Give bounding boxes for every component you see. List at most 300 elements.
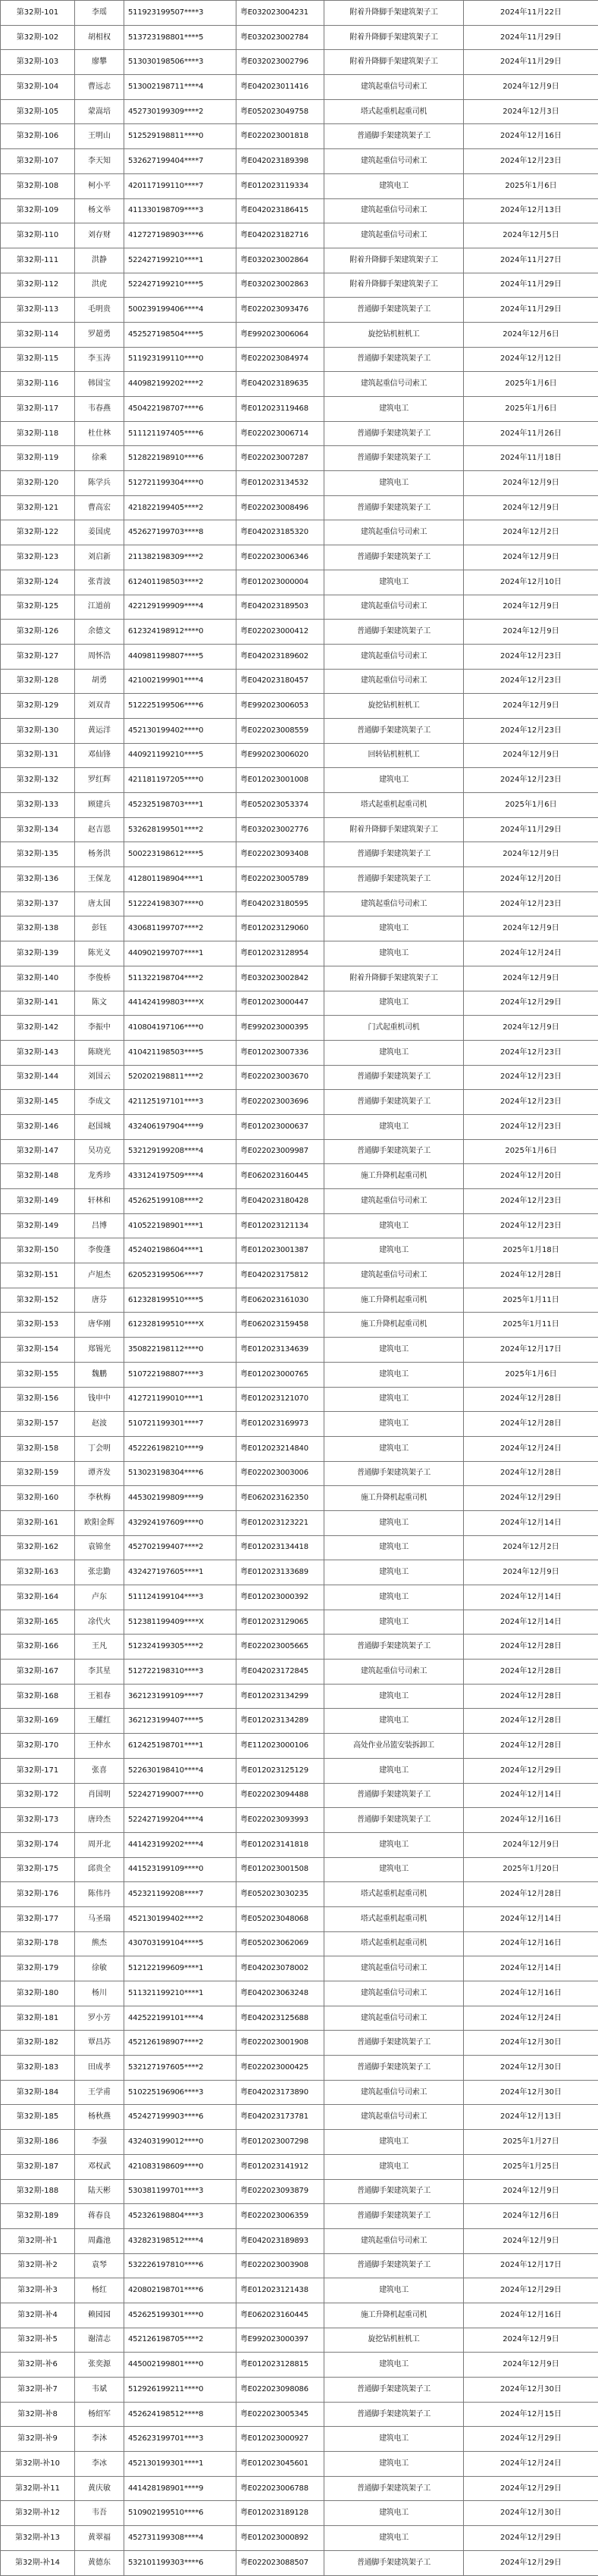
cell-job-type: 建筑电工 — [324, 1387, 464, 1412]
cell-id-number: 421822199405****2 — [124, 495, 236, 520]
cell-issue-date: 2025年1月20日 — [464, 1857, 598, 1882]
table-row — [1, 620, 598, 645]
cell-name: 陈学兵 — [75, 471, 124, 496]
cell-issue-date: 2024年12月29日 — [464, 2476, 598, 2501]
cell-id-number: 452730199309****2 — [124, 99, 236, 124]
cell-name: 张喜 — [75, 1758, 124, 1783]
cell-issue-date: 2024年12月9日 — [464, 743, 598, 768]
cell-issue-date: 2024年12月14日 — [464, 1610, 598, 1635]
table-row — [1, 867, 598, 892]
cell-job-type: 建筑电工 — [324, 471, 464, 496]
cell-name: 唐玲杰 — [75, 1808, 124, 1833]
cell-period: 第32期-119 — [1, 446, 75, 471]
cell-issue-date: 2024年12月9日 — [464, 1016, 598, 1041]
cell-period: 第32期-107 — [1, 149, 75, 174]
cell-cert-number: 粤E022023098086 — [236, 2378, 324, 2403]
cell-cert-number: 粤E022023006714 — [236, 421, 324, 446]
table-row — [1, 2006, 598, 2031]
table-row — [1, 1535, 598, 1560]
cell-period: 第32期-补3 — [1, 2278, 75, 2303]
cell-job-type: 塔式起重机起重司机 — [324, 99, 464, 124]
table-row — [1, 2080, 598, 2105]
cell-issue-date: 2024年12月23日 — [464, 1189, 598, 1214]
cell-job-type: 普通脚手架建筑架子工 — [324, 1065, 464, 1090]
cell-job-type: 普通脚手架建筑架子工 — [324, 620, 464, 645]
cell-job-type: 建筑起重信号司索工 — [324, 595, 464, 620]
cell-name: 李瑶 — [75, 1, 124, 26]
cell-cert-number: 粤E042023063248 — [236, 1981, 324, 2006]
cell-name: 罗超勇 — [75, 322, 124, 347]
cell-id-number: 452624198512****8 — [124, 2402, 236, 2427]
cell-period: 第32期-145 — [1, 1090, 75, 1115]
cell-period: 第32期-152 — [1, 1288, 75, 1313]
cell-id-number: 612324198912****0 — [124, 620, 236, 645]
cell-job-type: 建筑电工 — [324, 1114, 464, 1139]
cell-period: 第32期-108 — [1, 173, 75, 198]
cell-period: 第32期-160 — [1, 1486, 75, 1511]
cell-period: 第32期-162 — [1, 1535, 75, 1560]
cell-issue-date: 2025年1月6日 — [464, 372, 598, 397]
cell-job-type: 附着升降脚手架建筑架子工 — [324, 248, 464, 273]
cell-job-type: 建筑电工 — [324, 1585, 464, 1610]
cell-id-number: 441428198901****9 — [124, 2476, 236, 2501]
cell-issue-date: 2024年12月23日 — [464, 1040, 598, 1065]
cell-id-number: 532627199404****7 — [124, 149, 236, 174]
table-row — [1, 2253, 598, 2278]
cell-issue-date: 2024年12月2日 — [464, 1535, 598, 1560]
table-row — [1, 817, 598, 842]
cell-period: 第32期-142 — [1, 1016, 75, 1041]
table-row — [1, 273, 598, 298]
cell-job-type: 普通脚手架建筑架子工 — [324, 1139, 464, 1164]
cell-name: 田成孝 — [75, 2056, 124, 2081]
table-row — [1, 1016, 598, 1041]
cell-name: 熊杰 — [75, 1931, 124, 1956]
cell-id-number: 532127197605****2 — [124, 2056, 236, 2081]
cell-issue-date: 2024年11月18日 — [464, 446, 598, 471]
cell-period: 第32期-102 — [1, 25, 75, 50]
cell-issue-date: 2024年12月29日 — [464, 2526, 598, 2551]
cell-issue-date: 2024年12月16日 — [464, 1981, 598, 2006]
cell-issue-date: 2024年12月9日 — [464, 916, 598, 941]
cell-job-type: 建筑起重信号司索工 — [324, 1189, 464, 1214]
cell-job-type: 建筑电工 — [324, 1362, 464, 1387]
cell-id-number: 440921199210****5 — [124, 743, 236, 768]
table-row — [1, 1832, 598, 1857]
cell-period: 第32期-158 — [1, 1436, 75, 1461]
cell-id-number: 522427199007****0 — [124, 1783, 236, 1808]
cell-job-type: 普通脚手架建筑架子工 — [324, 718, 464, 743]
cell-issue-date: 2024年12月17日 — [464, 1338, 598, 1363]
cell-name: 袁琴 — [75, 2253, 124, 2278]
cell-issue-date: 2024年12月5日 — [464, 223, 598, 248]
cell-period: 第32期-134 — [1, 817, 75, 842]
cell-id-number: 432427197605****1 — [124, 1560, 236, 1585]
cell-cert-number: 粤E022023093408 — [236, 842, 324, 867]
cell-name: 李振中 — [75, 1016, 124, 1041]
cell-job-type: 建筑电工 — [324, 1709, 464, 1734]
cell-cert-number: 粤E022023005345 — [236, 2402, 324, 2427]
cell-job-type: 附着升降脚手架建筑架子工 — [324, 817, 464, 842]
table-row — [1, 669, 598, 694]
cell-id-number: 350822198112****0 — [124, 1338, 236, 1363]
cell-period: 第32期-补2 — [1, 2253, 75, 2278]
cell-issue-date: 2024年12月14日 — [464, 1585, 598, 1610]
cell-job-type: 建筑起重信号司索工 — [324, 372, 464, 397]
cell-period: 第32期-113 — [1, 298, 75, 323]
cell-id-number: 433124197509****4 — [124, 1164, 236, 1189]
cell-cert-number: 粤E042023180457 — [236, 669, 324, 694]
cell-name: 赵国城 — [75, 1114, 124, 1139]
cell-period: 第32期-166 — [1, 1635, 75, 1660]
cell-job-type: 建筑电工 — [324, 1758, 464, 1783]
cell-id-number: 411330198709****3 — [124, 198, 236, 223]
cell-id-number: 442522199101****4 — [124, 2006, 236, 2031]
table-row — [1, 149, 598, 174]
cell-name: 王仲水 — [75, 1734, 124, 1759]
cell-cert-number: 粤E012023128815 — [236, 2353, 324, 2378]
cell-id-number: 421083198609****0 — [124, 2154, 236, 2179]
table-row — [1, 1090, 598, 1115]
cell-cert-number: 粤E042023182716 — [236, 223, 324, 248]
cell-id-number: 211382198309****2 — [124, 545, 236, 570]
cell-period: 第32期-143 — [1, 1040, 75, 1065]
cell-period: 第32期-120 — [1, 471, 75, 496]
cell-name: 李玉涛 — [75, 347, 124, 372]
cell-period: 第32期-184 — [1, 2080, 75, 2105]
cell-issue-date: 2025年1月6日 — [464, 173, 598, 198]
cell-cert-number: 粤E042023185320 — [236, 520, 324, 545]
cell-period: 第32期-122 — [1, 520, 75, 545]
cell-id-number: 452427199903****6 — [124, 2105, 236, 2130]
cell-period: 第32期-175 — [1, 1857, 75, 1882]
cell-job-type: 建筑起重信号司索工 — [324, 891, 464, 916]
cell-cert-number: 粤E042023175812 — [236, 1263, 324, 1288]
cell-id-number: 445302199809****9 — [124, 1486, 236, 1511]
table-row — [1, 595, 598, 620]
cell-issue-date: 2024年12月30日 — [464, 2378, 598, 2403]
cell-cert-number: 粤E022023093993 — [236, 1808, 324, 1833]
table-row — [1, 2476, 598, 2501]
cell-id-number: 412801198904****1 — [124, 867, 236, 892]
cell-issue-date: 2024年12月9日 — [464, 471, 598, 496]
cell-issue-date: 2024年11月29日 — [464, 298, 598, 323]
cell-issue-date: 2024年12月30日 — [464, 2501, 598, 2526]
cell-job-type: 施工升降机起重司机 — [324, 1164, 464, 1189]
cell-name: 杨务洪 — [75, 842, 124, 867]
cell-name: 韦春燕 — [75, 397, 124, 422]
table-row — [1, 2179, 598, 2204]
cell-cert-number: 粤E052023049758 — [236, 99, 324, 124]
cell-period: 第32期-174 — [1, 1832, 75, 1857]
table-row — [1, 1610, 598, 1635]
cell-cert-number: 粤E062023161030 — [236, 1288, 324, 1313]
cell-period: 第32期-补13 — [1, 2526, 75, 2551]
cell-id-number: 512722198310****3 — [124, 1660, 236, 1685]
table-row — [1, 768, 598, 793]
cell-period: 第32期-187 — [1, 2154, 75, 2179]
table-row — [1, 842, 598, 867]
cell-name: 凃代火 — [75, 1610, 124, 1635]
cell-job-type: 建筑起重信号司索工 — [324, 2006, 464, 2031]
cell-job-type: 建筑电工 — [324, 1535, 464, 1560]
cell-job-type: 普通脚手架建筑架子工 — [324, 1808, 464, 1833]
cell-period: 第32期-129 — [1, 694, 75, 719]
cell-id-number: 445002199801****0 — [124, 2353, 236, 2378]
cell-id-number: 440982199202****2 — [124, 372, 236, 397]
cell-id-number: 432924197609****0 — [124, 1510, 236, 1535]
cell-id-number: 410421198503****5 — [124, 1040, 236, 1065]
cell-job-type: 建筑电工 — [324, 991, 464, 1016]
cell-job-type: 建筑电工 — [324, 1832, 464, 1857]
cell-id-number: 452527198504****5 — [124, 322, 236, 347]
table-row — [1, 2105, 598, 2130]
cell-id-number: 612328199510****X — [124, 1313, 236, 1338]
cell-job-type: 普通脚手架建筑架子工 — [324, 2378, 464, 2403]
cell-id-number: 362123199407****5 — [124, 1709, 236, 1734]
cell-cert-number: 粤E032023002784 — [236, 25, 324, 50]
cell-job-type: 建筑起重信号司索工 — [324, 198, 464, 223]
cell-id-number: 452130199402****2 — [124, 1906, 236, 1931]
cell-job-type: 建筑电工 — [324, 1510, 464, 1535]
table-row — [1, 1263, 598, 1288]
cell-id-number: 512381199409****X — [124, 1610, 236, 1635]
cell-job-type: 建筑电工 — [324, 2278, 464, 2303]
cell-id-number: 532226197810****6 — [124, 2253, 236, 2278]
cell-job-type: 普通脚手架建筑架子工 — [324, 298, 464, 323]
table-row — [1, 124, 598, 149]
cell-name: 李秋梅 — [75, 1486, 124, 1511]
cell-id-number: 432406197904****9 — [124, 1114, 236, 1139]
cell-cert-number: 粤E032023002776 — [236, 817, 324, 842]
cell-period: 第32期-168 — [1, 1684, 75, 1709]
cell-issue-date: 2025年1月6日 — [464, 1362, 598, 1387]
cell-cert-number: 粤E012023169973 — [236, 1412, 324, 1437]
cell-job-type: 建筑电工 — [324, 1238, 464, 1263]
table-row — [1, 2501, 598, 2526]
table-row — [1, 397, 598, 422]
cell-period: 第32期-148 — [1, 1164, 75, 1189]
cell-period: 第32期-124 — [1, 570, 75, 595]
cell-period: 第32期-115 — [1, 347, 75, 372]
cell-period: 第32期-123 — [1, 545, 75, 570]
cell-issue-date: 2024年12月23日 — [464, 718, 598, 743]
cell-period: 第32期-161 — [1, 1510, 75, 1535]
table-row — [1, 223, 598, 248]
cell-period: 第32期-186 — [1, 2130, 75, 2155]
cell-issue-date: 2024年12月30日 — [464, 2031, 598, 2056]
cell-id-number: 522427199210****1 — [124, 248, 236, 273]
cell-job-type: 建筑起重信号司索工 — [324, 2228, 464, 2253]
cell-job-type: 普通脚手架建筑架子工 — [324, 2056, 464, 2081]
cell-job-type: 普通脚手架建筑架子工 — [324, 347, 464, 372]
cell-period: 第32期-144 — [1, 1065, 75, 1090]
cell-cert-number: 粤E012023045601 — [236, 2452, 324, 2477]
cell-cert-number: 粤E042023189602 — [236, 644, 324, 669]
cell-job-type: 建筑电工 — [324, 1412, 464, 1437]
cell-period: 第32期-112 — [1, 273, 75, 298]
cell-cert-number: 粤E062023162350 — [236, 1486, 324, 1511]
cell-period: 第32期-139 — [1, 941, 75, 966]
cell-cert-number: 粤E022023001908 — [236, 2031, 324, 2056]
cell-job-type: 建筑电工 — [324, 2526, 464, 2551]
table-row — [1, 25, 598, 50]
cell-cert-number: 粤E012023119468 — [236, 397, 324, 422]
cell-issue-date: 2024年12月9日 — [464, 495, 598, 520]
cell-name: 韦斌 — [75, 2378, 124, 2403]
cell-job-type: 普通脚手架建筑架子工 — [324, 2179, 464, 2204]
cell-period: 第32期-121 — [1, 495, 75, 520]
cell-cert-number: 粤E052023062069 — [236, 1931, 324, 1956]
cell-cert-number: 粤E032023002864 — [236, 248, 324, 273]
cell-issue-date: 2024年12月9日 — [464, 1560, 598, 1585]
cell-cert-number: 粤E042023172845 — [236, 1660, 324, 1685]
cell-job-type: 建筑起重信号司索工 — [324, 1660, 464, 1685]
cell-issue-date: 2024年12月16日 — [464, 1931, 598, 1956]
table-row — [1, 198, 598, 223]
cell-period: 第32期-补6 — [1, 2353, 75, 2378]
cell-id-number: 440902199707****1 — [124, 941, 236, 966]
cell-period: 第32期-164 — [1, 1585, 75, 1610]
cell-period: 第32期-105 — [1, 99, 75, 124]
cell-cert-number: 粤E012023000392 — [236, 1585, 324, 1610]
cell-cert-number: 粤E022023003696 — [236, 1090, 324, 1115]
cell-name: 李冰 — [75, 2452, 124, 2477]
cell-id-number: 412721199010****1 — [124, 1387, 236, 1412]
cell-period: 第32期-149 — [1, 1189, 75, 1214]
cell-issue-date: 2024年12月28日 — [464, 1709, 598, 1734]
cell-name: 李成文 — [75, 1090, 124, 1115]
cell-period: 第32期-101 — [1, 1, 75, 26]
cell-job-type: 建筑电工 — [324, 2452, 464, 2477]
cell-id-number: 430703199104****5 — [124, 1931, 236, 1956]
table-row — [1, 2278, 598, 2303]
cell-name: 黄德东 — [75, 2550, 124, 2575]
cell-id-number: 452625199301****0 — [124, 2303, 236, 2328]
cell-name: 王学甫 — [75, 2080, 124, 2105]
cell-issue-date: 2024年12月29日 — [464, 1758, 598, 1783]
cell-issue-date: 2024年12月16日 — [464, 1808, 598, 1833]
cell-period: 第32期-110 — [1, 223, 75, 248]
cell-issue-date: 2024年11月29日 — [464, 817, 598, 842]
cell-name: 邱贵全 — [75, 1857, 124, 1882]
cell-name: 杨红 — [75, 2278, 124, 2303]
cell-id-number: 420802198701****6 — [124, 2278, 236, 2303]
cell-issue-date: 2024年12月9日 — [464, 2179, 598, 2204]
cell-job-type: 普通脚手架建筑架子工 — [324, 867, 464, 892]
cell-cert-number: 粤E022023006346 — [236, 545, 324, 570]
cell-period: 第32期-106 — [1, 124, 75, 149]
cell-cert-number: 粤E042023173781 — [236, 2105, 324, 2130]
cell-name: 陈伟丹 — [75, 1882, 124, 1907]
cell-id-number: 421181197205****0 — [124, 768, 236, 793]
cell-cert-number: 粤E042023125688 — [236, 2006, 324, 2031]
cell-cert-number: 粤E112023000106 — [236, 1734, 324, 1759]
cell-cert-number: 粤E012023125129 — [236, 1758, 324, 1783]
cell-job-type: 普通脚手架建筑架子工 — [324, 2550, 464, 2575]
table-row — [1, 743, 598, 768]
cell-job-type: 建筑电工 — [324, 1213, 464, 1238]
cell-name: 李沐 — [75, 2427, 124, 2452]
cell-issue-date: 2024年12月20日 — [464, 867, 598, 892]
table-row — [1, 2402, 598, 2427]
cell-id-number: 421002199901****4 — [124, 669, 236, 694]
cell-period: 第32期-补7 — [1, 2378, 75, 2403]
table-row — [1, 1956, 598, 1981]
cell-name: 邓仙锋 — [75, 743, 124, 768]
cell-cert-number: 粤E012023121134 — [236, 1213, 324, 1238]
cell-issue-date: 2024年11月29日 — [464, 25, 598, 50]
table-row — [1, 1164, 598, 1189]
cell-job-type: 普通脚手架建筑架子工 — [324, 842, 464, 867]
cell-job-type: 施工升降机起重司机 — [324, 1313, 464, 1338]
cell-cert-number: 粤E062023159458 — [236, 1313, 324, 1338]
cell-cert-number: 粤E052023030235 — [236, 1882, 324, 1907]
cell-name: 王保龙 — [75, 867, 124, 892]
cell-cert-number: 粤E012023000927 — [236, 2427, 324, 2452]
cell-period: 第32期-125 — [1, 595, 75, 620]
cell-id-number: 513023198304****6 — [124, 1461, 236, 1486]
cell-issue-date: 2025年1月18日 — [464, 1238, 598, 1263]
cell-issue-date: 2025年1月6日 — [464, 397, 598, 422]
cell-id-number: 452126198907****2 — [124, 2031, 236, 2056]
cell-name: 吕博 — [75, 1213, 124, 1238]
cell-name: 杜仕林 — [75, 421, 124, 446]
cell-cert-number: 粤E992023006020 — [236, 743, 324, 768]
cell-issue-date: 2024年12月3日 — [464, 99, 598, 124]
cell-cert-number: 粤E012023123221 — [236, 1510, 324, 1535]
cell-id-number: 450422198707****6 — [124, 397, 236, 422]
cell-name: 杨文举 — [75, 198, 124, 223]
cell-cert-number: 粤E012023141912 — [236, 2154, 324, 2179]
cell-id-number: 522427199210****5 — [124, 273, 236, 298]
table-row — [1, 2550, 598, 2575]
cell-issue-date: 2024年12月15日 — [464, 2402, 598, 2427]
cell-job-type: 普通脚手架建筑架子工 — [324, 495, 464, 520]
cell-name: 王凡 — [75, 1635, 124, 1660]
cell-issue-date: 2024年12月9日 — [464, 545, 598, 570]
cell-period: 第32期-151 — [1, 1263, 75, 1288]
cell-id-number: 513002198711****4 — [124, 75, 236, 100]
table-row — [1, 298, 598, 323]
cell-cert-number: 粤E022023088507 — [236, 2550, 324, 2575]
cell-cert-number: 粤E042023189398 — [236, 149, 324, 174]
cell-period: 第32期-179 — [1, 1956, 75, 1981]
cell-name: 彭钰 — [75, 916, 124, 941]
cell-period: 第32期-118 — [1, 421, 75, 446]
cell-period: 第32期-176 — [1, 1882, 75, 1907]
cell-issue-date: 2024年11月26日 — [464, 421, 598, 446]
cell-id-number: 522630198410****4 — [124, 1758, 236, 1783]
cell-name: 张奕源 — [75, 2353, 124, 2378]
cell-id-number: 511923199507****3 — [124, 1, 236, 26]
cell-job-type: 普通脚手架建筑架子工 — [324, 124, 464, 149]
table-row — [1, 1510, 598, 1535]
cell-job-type: 普通脚手架建筑架子工 — [324, 2402, 464, 2427]
cell-id-number: 512224198307****0 — [124, 891, 236, 916]
cell-name: 赵波 — [75, 1412, 124, 1437]
cell-issue-date: 2025年1月6日 — [464, 1139, 598, 1164]
cell-name: 黄翠福 — [75, 2526, 124, 2551]
cell-name: 韩国宝 — [75, 372, 124, 397]
cell-name: 钱申中 — [75, 1387, 124, 1412]
cell-period: 第32期-133 — [1, 793, 75, 818]
cell-cert-number: 粤E042023189503 — [236, 595, 324, 620]
cell-name: 周怀浩 — [75, 644, 124, 669]
cell-cert-number: 粤E012023121438 — [236, 2278, 324, 2303]
table-row — [1, 2031, 598, 2056]
cell-period: 第32期-140 — [1, 966, 75, 991]
